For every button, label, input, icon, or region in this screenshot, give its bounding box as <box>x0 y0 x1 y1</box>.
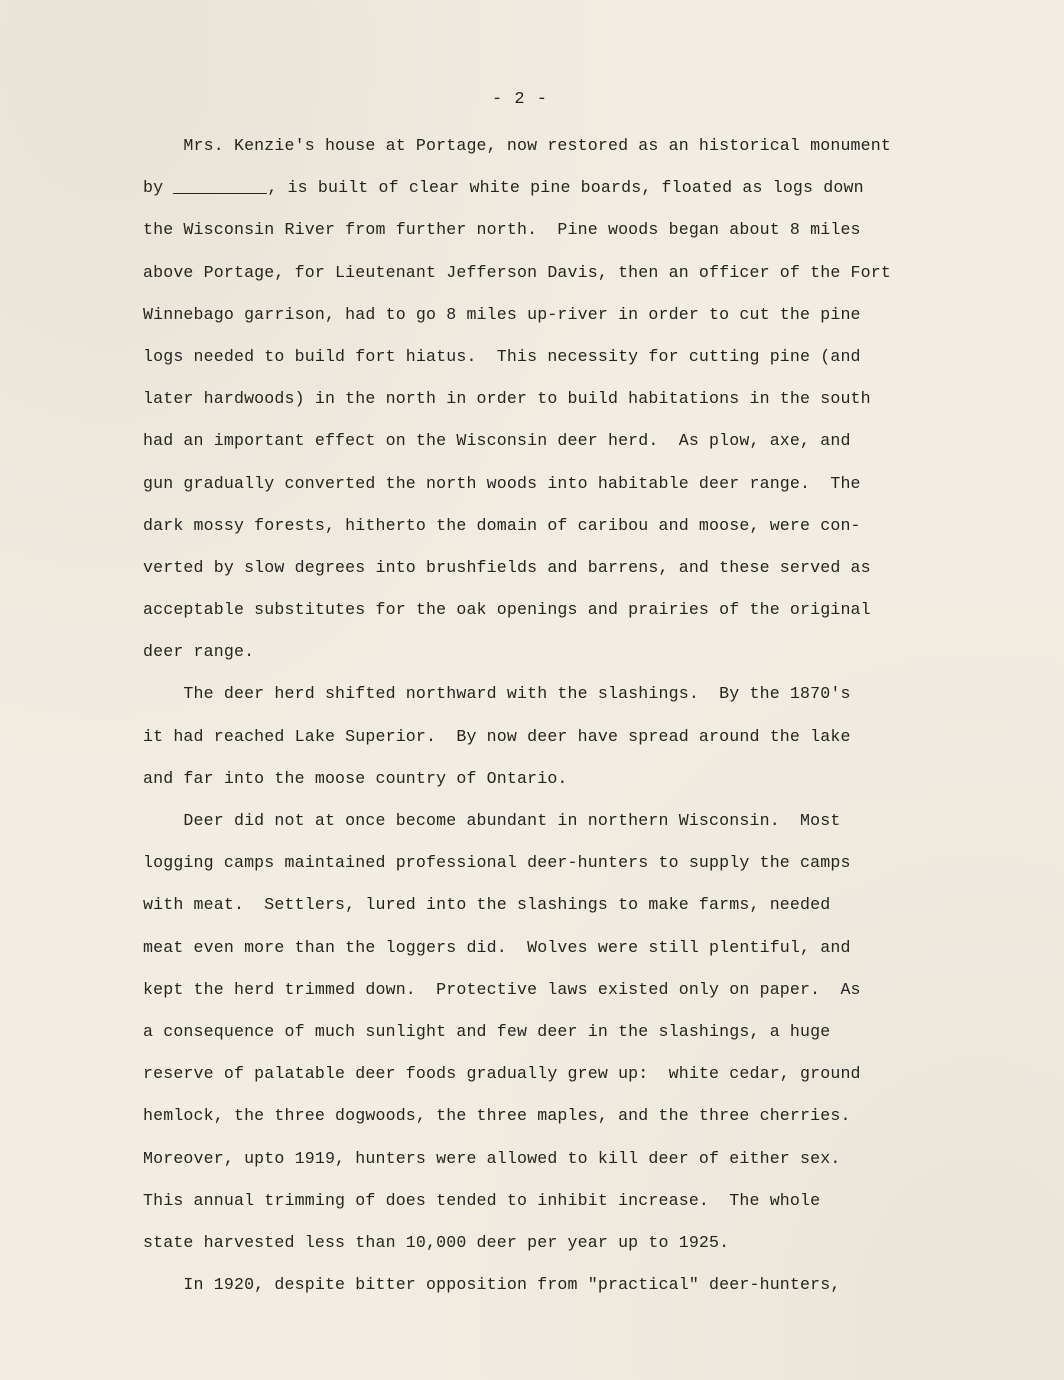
text-line: In 1920, despite bitter opposition from "practical" deer-hunters, <box>143 1275 841 1295</box>
text-line: reserve of palatable deer foods gradually grew up: white cedar, ground <box>143 1064 861 1084</box>
manuscript-body <box>143 133 963 1314</box>
text-line: above Portage, for Lieutenant Jefferson Davis, then an officer of the Fort <box>143 262 891 282</box>
text-line: hemlock, the three dogwoods, the three maples, and the three cherries. <box>143 1106 851 1126</box>
line-start: by <box>143 178 174 198</box>
text-line: Moreover, upto 1919, hunters were allowed to kill deer of either sex. <box>143 1148 841 1168</box>
page-number: - 2 - <box>491 90 548 109</box>
text-line: dark mossy forests, hitherto the domain of caribou and moose, were con- <box>143 515 861 535</box>
text-line: gun gradually converted the north woods into habitable deer range. The <box>143 473 861 493</box>
fill-in-blank <box>173 179 267 194</box>
text-line-with-blank <box>143 175 963 217</box>
text-line: Mrs. Kenzie's house at Portage, now restored as an historical monument <box>143 136 891 155</box>
text-line: meat even more than the loggers did. Wolves were still plentiful, and <box>143 937 851 957</box>
text-line: logs needed to build fort hiatus. This necessity for cutting pine (and <box>143 346 861 366</box>
text-line: deer range. <box>143 642 255 662</box>
text-line: Winnebago garrison, had to go 8 miles up-river in order to cut the pine <box>143 304 861 324</box>
text-line: a consequence of much sunlight and few deer in the slashings, a huge <box>143 1021 831 1041</box>
text-line: kept the herd trimmed down. Protective laws existed only on paper. As <box>143 979 861 999</box>
text-line: had an important effect on the Wisconsin deer herd. As plow, axe, and <box>143 431 851 451</box>
text-line: Deer did not at once become abundant in northern Wisconsin. Most <box>143 811 841 830</box>
text-line: the Wisconsin River from further north. Pine woods began about 8 miles <box>143 220 861 240</box>
text-line: it had reached Lake Superior. By now deer have spread around the lake <box>143 726 851 746</box>
text-line: logging camps maintained professional deer-hunters to supply the camps <box>143 853 851 873</box>
text-line: This annual trimming of does tended to inhibit increase. The whole <box>143 1190 821 1210</box>
text-line: verted by slow degrees into brushfields and barrens, and these served as <box>143 557 871 577</box>
text-line: state harvested less than 10,000 deer per year up to 1925. <box>143 1232 730 1252</box>
text-line: acceptable substitutes for the oak openings and prairies of the original <box>143 600 871 620</box>
text-line: later hardwoods) in the north in order to build habitations in the south <box>143 389 871 409</box>
text-line: and far into the moose country of Ontario. <box>143 768 568 788</box>
text-line: with meat. Settlers, lured into the slashings to make farms, needed <box>143 895 831 915</box>
line-end: , is built of clear white pine boards, floated as logs down <box>267 178 864 198</box>
text-line: The deer herd shifted northward with the slashings. By the 1870's <box>143 684 851 704</box>
